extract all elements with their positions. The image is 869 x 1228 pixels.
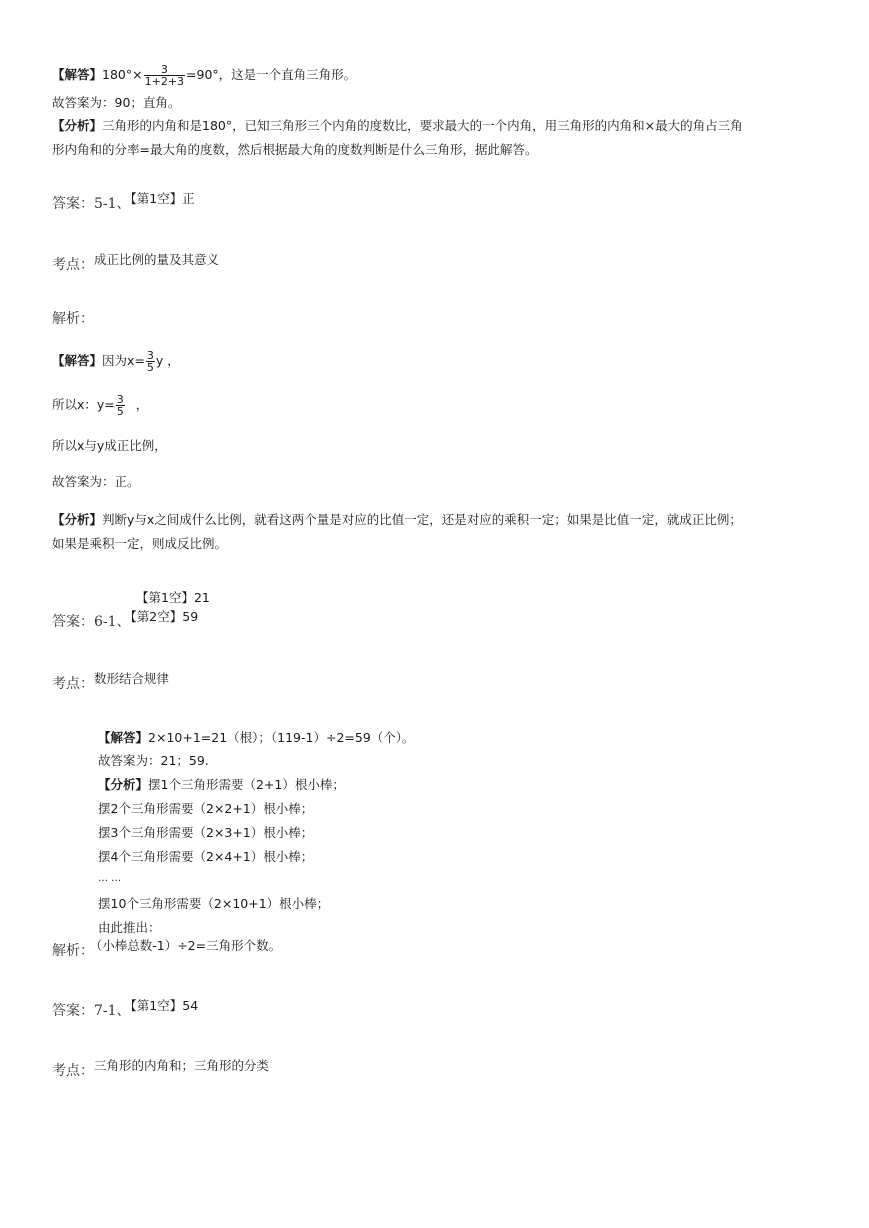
q5-kaodian-row bbox=[52, 252, 220, 273]
q4-solution-line bbox=[52, 64, 356, 87]
q5-analysis-line-2: 如果是乘积一定，则成反比例。 bbox=[52, 536, 228, 551]
q5-answer-line: 故答案为：正。 bbox=[52, 474, 140, 489]
fraction-denominator: 5 bbox=[116, 405, 124, 418]
q6-derive-line: 由此推出： bbox=[98, 920, 161, 935]
q4-analysis-line bbox=[52, 118, 743, 134]
q6-ellipsis: … … bbox=[98, 873, 122, 884]
q5-jiexi-label: 解析： bbox=[52, 311, 94, 327]
fraction-numerator: 3 bbox=[144, 64, 185, 76]
analysis-tag: 【分析】 bbox=[52, 512, 103, 527]
kaodian-value: 数形结合规律 bbox=[94, 671, 170, 686]
q6-step-10: 摆10个三角形需要（2×10+1）根小棒； bbox=[98, 896, 330, 911]
q6-answer-row bbox=[52, 609, 199, 630]
analysis-tag: 【分析】 bbox=[52, 118, 103, 133]
kaodian-value: 三角形的内角和；三角形的分类 bbox=[94, 1058, 270, 1073]
kaodian-label: 考点： bbox=[52, 1063, 94, 1079]
solution-tag: 【解答】 bbox=[98, 730, 149, 745]
answer-label: 答案：5-1、 bbox=[52, 196, 131, 212]
formula-line: （小棒总数-1）÷2=三角形个数。 bbox=[96, 938, 282, 953]
q6-analysis-line bbox=[98, 777, 345, 793]
fraction bbox=[116, 394, 125, 417]
q6-solution-line bbox=[98, 730, 415, 746]
q6-blank-1: 【第1空】21 bbox=[136, 590, 210, 605]
kaodian-value: 成正比例的量及其意义 bbox=[94, 252, 220, 267]
q6-kaodian-row bbox=[52, 671, 170, 692]
fraction-denominator: 1+2+3 bbox=[144, 75, 185, 88]
fraction bbox=[144, 64, 185, 87]
q5-answer-row bbox=[52, 191, 195, 212]
expr-post: =90°，这是一个直角三角形。 bbox=[186, 67, 357, 82]
blank-answer: 【第1空】正 bbox=[130, 191, 195, 206]
answer-label: 答案：6-1、 bbox=[52, 614, 131, 630]
analysis-tag: 【分析】 bbox=[98, 777, 149, 792]
q6-step-2: 摆2个三角形需要（2×2+1）根小棒； bbox=[98, 801, 314, 816]
solution-tag: 【解答】 bbox=[52, 353, 103, 368]
q5-conclusion-line: 所以x与y成正比例， bbox=[52, 438, 167, 453]
expr-post: ， bbox=[135, 397, 149, 412]
kaodian-label: 考点： bbox=[52, 257, 94, 273]
q7-answer-row bbox=[52, 998, 199, 1019]
q5-ratio-line bbox=[52, 394, 148, 417]
kaodian-label: 考点： bbox=[52, 676, 94, 692]
q7-kaodian-row bbox=[52, 1058, 270, 1079]
fraction-denominator: 5 bbox=[146, 361, 154, 374]
jiexi-label: 解析： bbox=[52, 943, 94, 959]
fraction-numerator: 3 bbox=[146, 349, 154, 362]
blank-answer: 【第1空】54 bbox=[130, 998, 199, 1013]
analysis-text: 判断y与x之间成什么比例，就看这两个量是对应的比值一定，还是对应的乘积一定；如果是比值一定，就成正比例； bbox=[102, 512, 742, 527]
solution-text: 2×10+1=21（根）；（119-1）÷2=59（个）。 bbox=[148, 730, 415, 745]
analysis-text: 摆1个三角形需要（2+1）根小棒； bbox=[148, 777, 345, 792]
solution-tag: 【解答】 bbox=[52, 67, 103, 82]
q4-answer-line: 故答案为：90；直角。 bbox=[52, 95, 181, 110]
answer-label: 答案：7-1、 bbox=[52, 1003, 131, 1019]
fraction bbox=[146, 350, 155, 373]
fraction-numerator: 3 bbox=[116, 393, 124, 406]
q6-answer-line: 故答案为：21；59. bbox=[98, 753, 209, 768]
blank-answer-2: 【第2空】59 bbox=[130, 609, 199, 624]
expr-post: y ， bbox=[155, 353, 180, 368]
expr-pre: 所以x：y= bbox=[52, 397, 115, 412]
expr-pre: 180°× bbox=[102, 67, 143, 82]
q6-step-3: 摆3个三角形需要（2×3+1）根小棒； bbox=[98, 825, 314, 840]
q5-solution-line bbox=[52, 350, 180, 373]
expr-pre: 因为x= bbox=[102, 353, 145, 368]
q4-analysis-line-2: 形内角和的分率=最大角的度数，然后根据最大角的度数判断是什么三角形，据此解答。 bbox=[52, 142, 538, 157]
q5-analysis-line bbox=[52, 512, 742, 528]
q6-jiexi-row bbox=[52, 938, 282, 959]
q6-step-4: 摆4个三角形需要（2×4+1）根小棒； bbox=[98, 849, 314, 864]
analysis-text: 三角形的内角和是180°，已知三角形三个内角的度数比，要求最大的一个内角，用三角形的内角和×最大的角占三角 bbox=[102, 118, 743, 133]
